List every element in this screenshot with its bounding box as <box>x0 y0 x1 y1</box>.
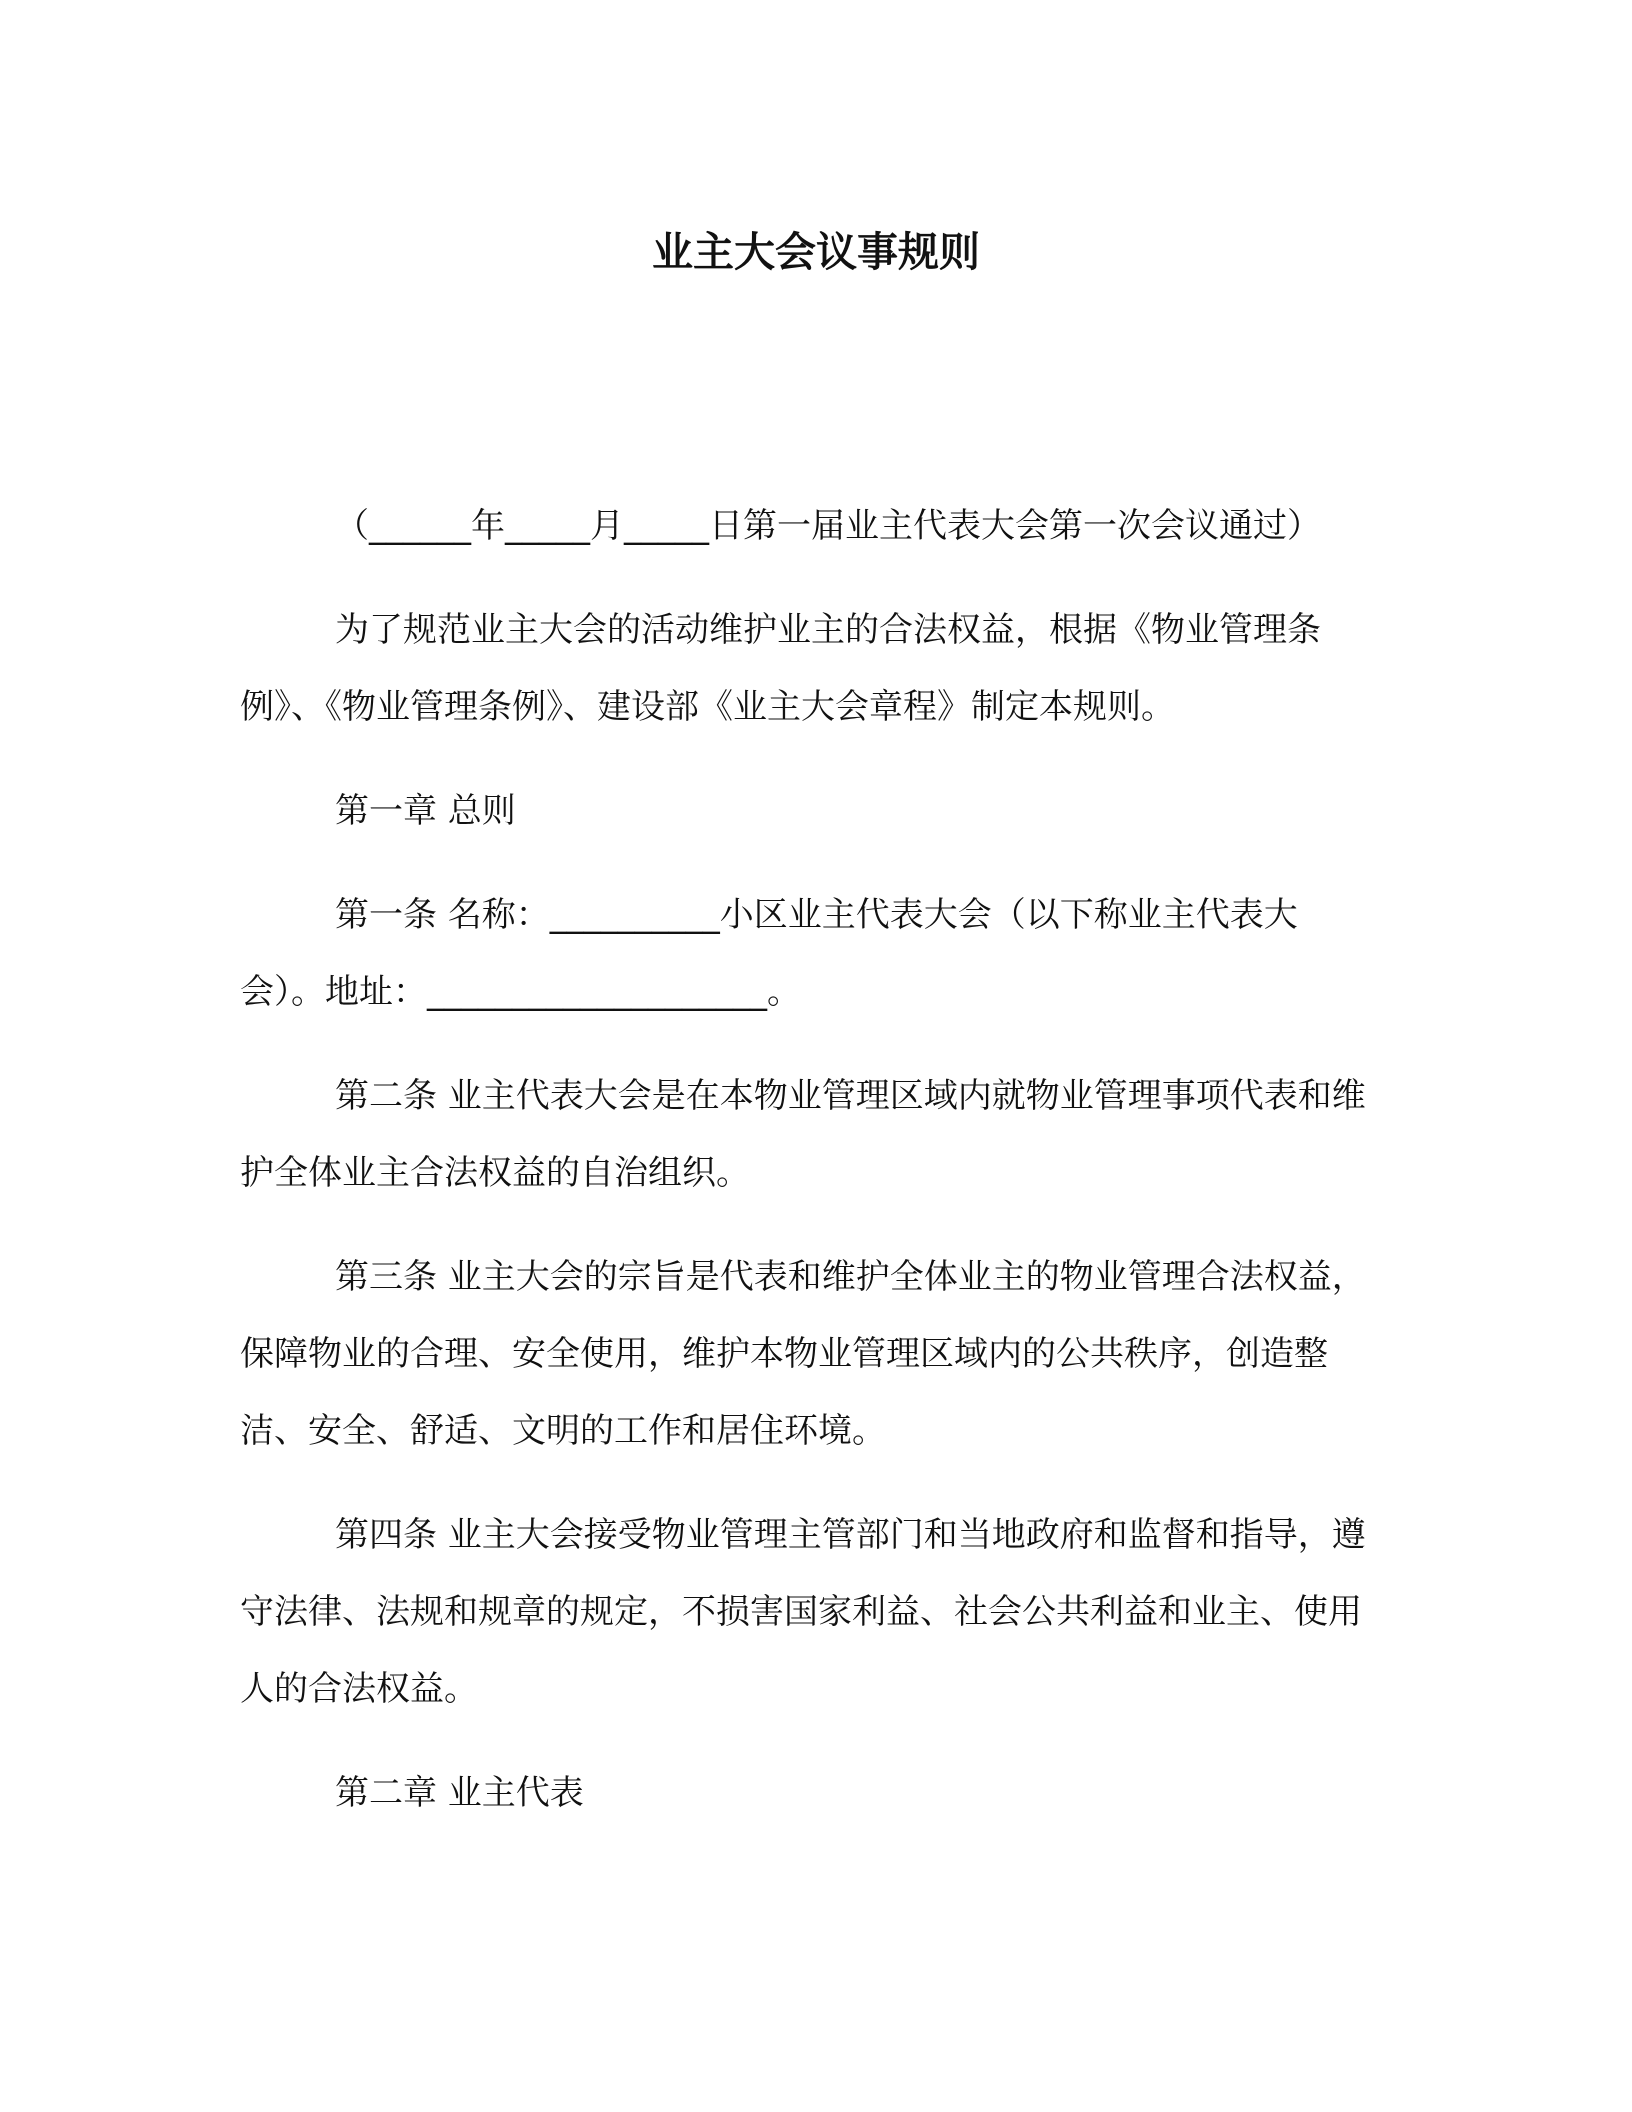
chapter-heading-1: 第一章 总则 <box>335 791 516 831</box>
article-1: 第一条 名称：__________小区业主代表大会（以下称业主代表大会）。地址：____________________。 <box>240 895 1298 1012</box>
preamble-paragraph: 为了规范业主大会的活动维护业主的合法权益，根据《物业管理条例》、《物业管理条例》、建设部《业主大会章程》制定本规则。 <box>240 610 1321 727</box>
document-title: 业主大会议事规则 <box>652 228 980 276</box>
document-body <box>240 488 1380 1832</box>
article-3: 第三条 业主大会的宗旨是代表和维护全体业主的物业管理合法权益，保障物业的合理、安全使用，维护本物业管理区域内的公共秩序，创造整洁、安全、舒适、文明的工作和居住环境。 <box>240 1257 1366 1451</box>
adoption-note: （______年_____月_____日第一届业主代表大会第一次会议通过） <box>335 506 1321 546</box>
chapter-heading-2: 第二章 业主代表 <box>335 1773 584 1813</box>
article-2: 第二条 业主代表大会是在本物业管理区域内就物业管理事项代表和维护全体业主合法权益的自治组织。 <box>240 1076 1366 1193</box>
article-4: 第四条 业主大会接受物业管理主管部门和当地政府和监督和指导，遵守法律、法规和规章的规定，不损害国家利益、社会公共利益和业主、使用人的合法权益。 <box>240 1515 1366 1709</box>
